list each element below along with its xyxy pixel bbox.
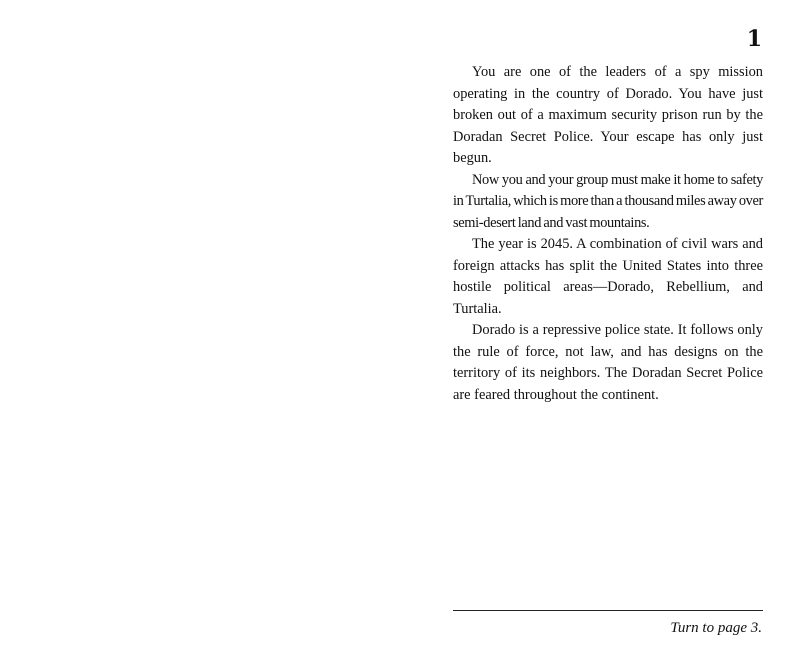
- page-number: 1: [746, 26, 762, 52]
- story-text: [453, 62, 763, 406]
- footer-divider: [453, 610, 763, 611]
- turn-to-page-instruction: Turn to page 3.: [670, 620, 762, 636]
- paragraph-1: You are one of the leaders of a spy mission operating in the country of Dorado. You have just broken out of a maximum security prison run by the Doradan Secret Police. Your escape has only just begun.: [453, 64, 763, 166]
- paragraph-3: The year is 2045. A combination of civil wars and foreign attacks has split the United States into three hostile political areas—Dorado, Rebellium, and Turtalia.: [453, 236, 763, 317]
- paragraph-4: Dorado is a repressive police state. It follows only the rule of force, not law, and has designs on the territory of its neighbors. The Doradan Secret Police are feared throughout the continent.: [453, 322, 763, 403]
- paragraph-2: Now you and your group must make it home to safety in Turtalia, which is more than a thousand miles away over semi-desert land and vast mountains.: [453, 171, 763, 231]
